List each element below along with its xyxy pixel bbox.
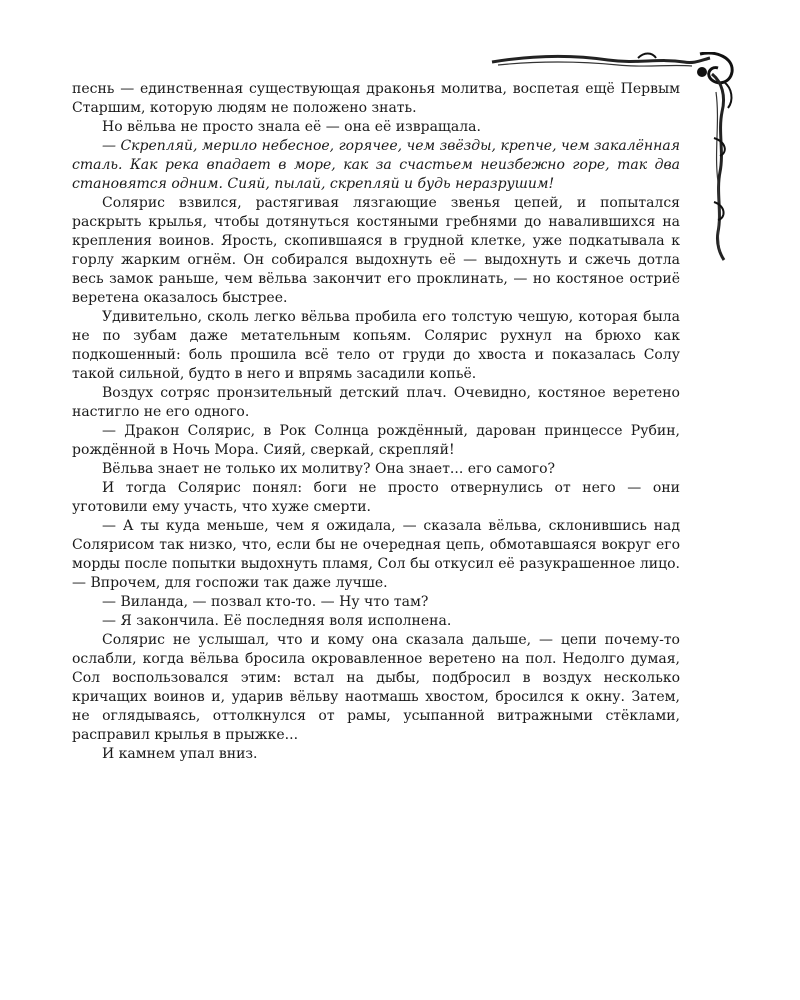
- paragraph: И тогда Солярис понял: боги не просто отвернулись от него — они уготовили ему участь, что хуже смерти.: [72, 480, 680, 515]
- paragraph: песнь — единственная существующая драконья молитва, воспетая ещё Первым Старшим, которую людям не положено знать.: [72, 81, 680, 116]
- paragraph: — А ты куда меньше, чем я ожидала, — сказала вёльва, склонившись над Солярисом так низко, что, если бы не очередная цепь, обмотавшаяся вокруг его морды после попытки выдохнуть пламя, Сол бы откусил её разукрашенное лицо. — Впрочем, для госпожи так даже лучше.: [72, 518, 680, 591]
- paragraph: Воздух сотряс пронзительный детский плач. Очевидно, костяное веретено настигло не его одного.: [72, 385, 680, 420]
- paragraph: — Я закончила. Её последняя воля исполнена.: [102, 613, 452, 629]
- paragraph: — Дракон Солярис, в Рок Солнца рождённый, дарован принцессе Рубин, рождённой в Ночь Мора. Сияй, сверкай, скрепляй!: [72, 423, 680, 458]
- paragraph: — Виланда, — позвал кто-то. — Ну что там?: [102, 594, 429, 610]
- paragraph: Вёльва знает не только их молитву? Она знает... его самого?: [102, 461, 556, 477]
- paragraph: И камнем упал вниз.: [102, 746, 258, 762]
- body-text: [72, 80, 680, 764]
- paragraph: Но вёльва не просто знала её — она её извращала.: [102, 119, 481, 135]
- paragraph: Солярис взвился, растягивая лязгающие звенья цепей, и попытался раскрыть крылья, чтобы дотянуться костяными гребнями до навалившихся на крепления воинов. Ярость, скопившаяся в грудной клетке, уже подкатывала к горлу жарким огнём. Он собирался выдохнуть её — выдохнуть и сжечь дотла весь замок раньше, чем вёльва закончит его проклинать, — но костяное остриё веретена оказалось быстрее.: [72, 195, 680, 306]
- paragraph: Солярис не услышал, что и кому она сказала дальше, — цепи почему-то ослабли, когда вёльва бросила окровавленное веретено на пол. Недолго думая, Сол воспользовался этим: встал на дыбы, подбросил в воздух несколько кричащих воинов и, ударив вёльву наотмашь хвостом, бросился к окну. Затем, не оглядываясь, оттолкнулся от рамы, усыпанной витражными стёклами, расправил крылья в прыжке...: [72, 632, 680, 743]
- paragraph: — Скрепляй, мерило небесное, горячее, чем звёзды, крепче, чем закалённая сталь. Как река впадает в море, как за счастьем неизбежно горе, так два становятся одним. Сияй, пылай, скрепляй и будь неразрушим!: [72, 138, 680, 192]
- paragraph: Удивительно, сколь легко вёльва пробила его толстую чешую, которая была не по зубам даже метательным копьям. Солярис рухнул на брюхо как подкошенный: боль прошила всё тело от груди до хвоста и показалась Солу такой сильной, будто в него и впрямь засадили копьё.: [72, 309, 680, 382]
